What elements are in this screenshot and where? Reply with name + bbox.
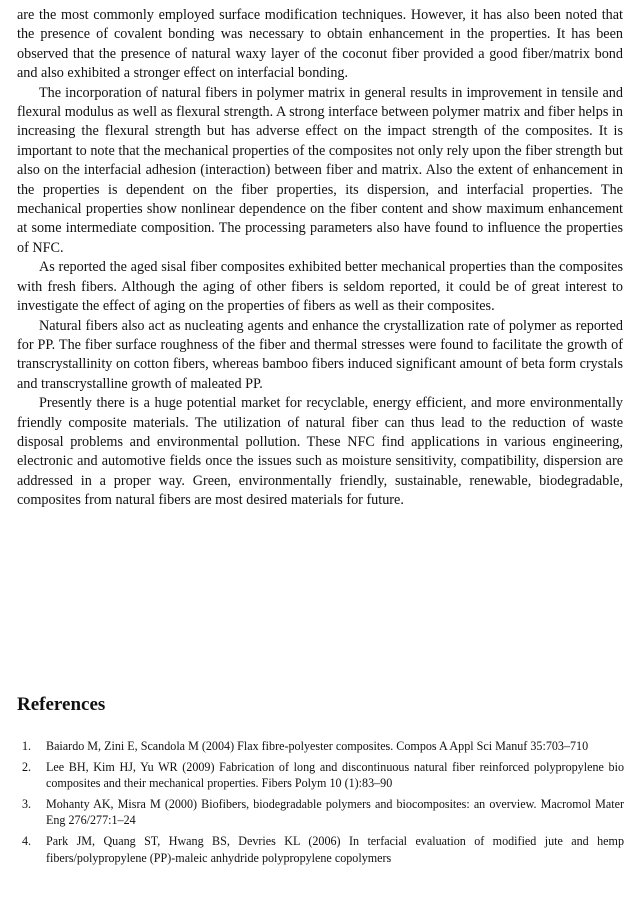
reference-number: 2. <box>22 759 32 774</box>
references-heading: References <box>17 694 106 715</box>
reference-text: Park JM, Quang ST, Hwang BS, Devries KL (2006) In terfacial evaluation of modified jute and hemp fibers/polypropylene (PP)-maleic anhydride polypropylene copolymers <box>46 833 624 865</box>
paragraph: Presently there is a huge potential market for recyclable, energy efficient, and more environmentally friendly composite materials. The utilization of natural fiber can thus lead to the reduction of waste disposal problems and environmental pollution. These NFC find applications in various engineering, electronic and automotive fields once the issues such as moisture sensitivity, compatibility, dispersion are addressed in a proper way. Green, environmentally friendly, sustainable, renewable, biodegradable, composites from natural fibers are most desired materials for future. <box>17 395 623 509</box>
reference-number: 3. <box>22 796 32 811</box>
reference-text: Baiardo M, Zini E, Scandola M (2004) Flax fibre-polyester composites. Compos A Appl Sci Manuf 35:703–710 <box>46 739 589 753</box>
body-text <box>17 6 623 511</box>
reference-item <box>22 833 624 866</box>
reference-item <box>22 738 624 755</box>
paragraph: As reported the aged sisal fiber composites exhibited better mechanical properties than the composites with fresh fibers. Although the aging of other fibers is seldom reported, it could be of great interest to investigate the effect of aging on the properties of fibers as well as their composites. <box>17 259 623 315</box>
reference-list <box>22 738 624 870</box>
reference-number: 1. <box>22 739 32 753</box>
paragraph: are the most commonly employed surface modification techniques. However, it has also been noted that the presence of covalent bonding was necessary to obtain enhancement in the properties. It has been observed that the presence of natural waxy layer of the coconut fiber provided a good fiber/matrix bond and also exhibited a stronger effect on interfacial bonding. <box>17 7 623 82</box>
paragraph: Natural fibers also act as nucleating agents and enhance the crystallization rate of polymer as reported for PP. The fiber surface roughness of the fiber and thermal stresses were found to facilitate the growth of transcrystallinity on cotton fibers, whereas bamboo fibers induced significant amount of beta form crystals and transcrystalline growth of maleated PP. <box>17 317 623 392</box>
reference-text: Lee BH, Kim HJ, Yu WR (2009) Fabrication of long and discontinuous natural fiber reinforced polypropylene bio composites and their mechanical properties. Fibers Polym 10 (1):83–90 <box>46 759 624 791</box>
reference-item <box>22 796 624 829</box>
reference-number: 4. <box>22 833 32 848</box>
paragraph: The incorporation of natural fibers in polymer matrix in general results in improvement in tensile and flexural modulus as well as flexural strength. A strong interface between polymer matrix and fiber helps in increasing the flexural strength but has adverse effect on the impact strength of the composites. It is important to note that the mechanical properties of the composites not only rely upon the fiber strength but also on the interfacial adhesion (interaction) between fiber and matrix. Also the extent of enhancement in the properties is dependent on the fiber properties, its dispersion, and interfacial properties. The mechanical properties show nonlinear dependence on the fiber content and show maximum enhancement at some intermediate composition. The processing parameters also have found to influence the properties of NFC. <box>17 84 623 256</box>
reference-text: Mohanty AK, Misra M (2000) Biofibers, biodegradable polymers and biocomposites: an overview. Macromol Mater Eng 276/277:1–24 <box>46 796 624 828</box>
reference-item <box>22 759 624 792</box>
